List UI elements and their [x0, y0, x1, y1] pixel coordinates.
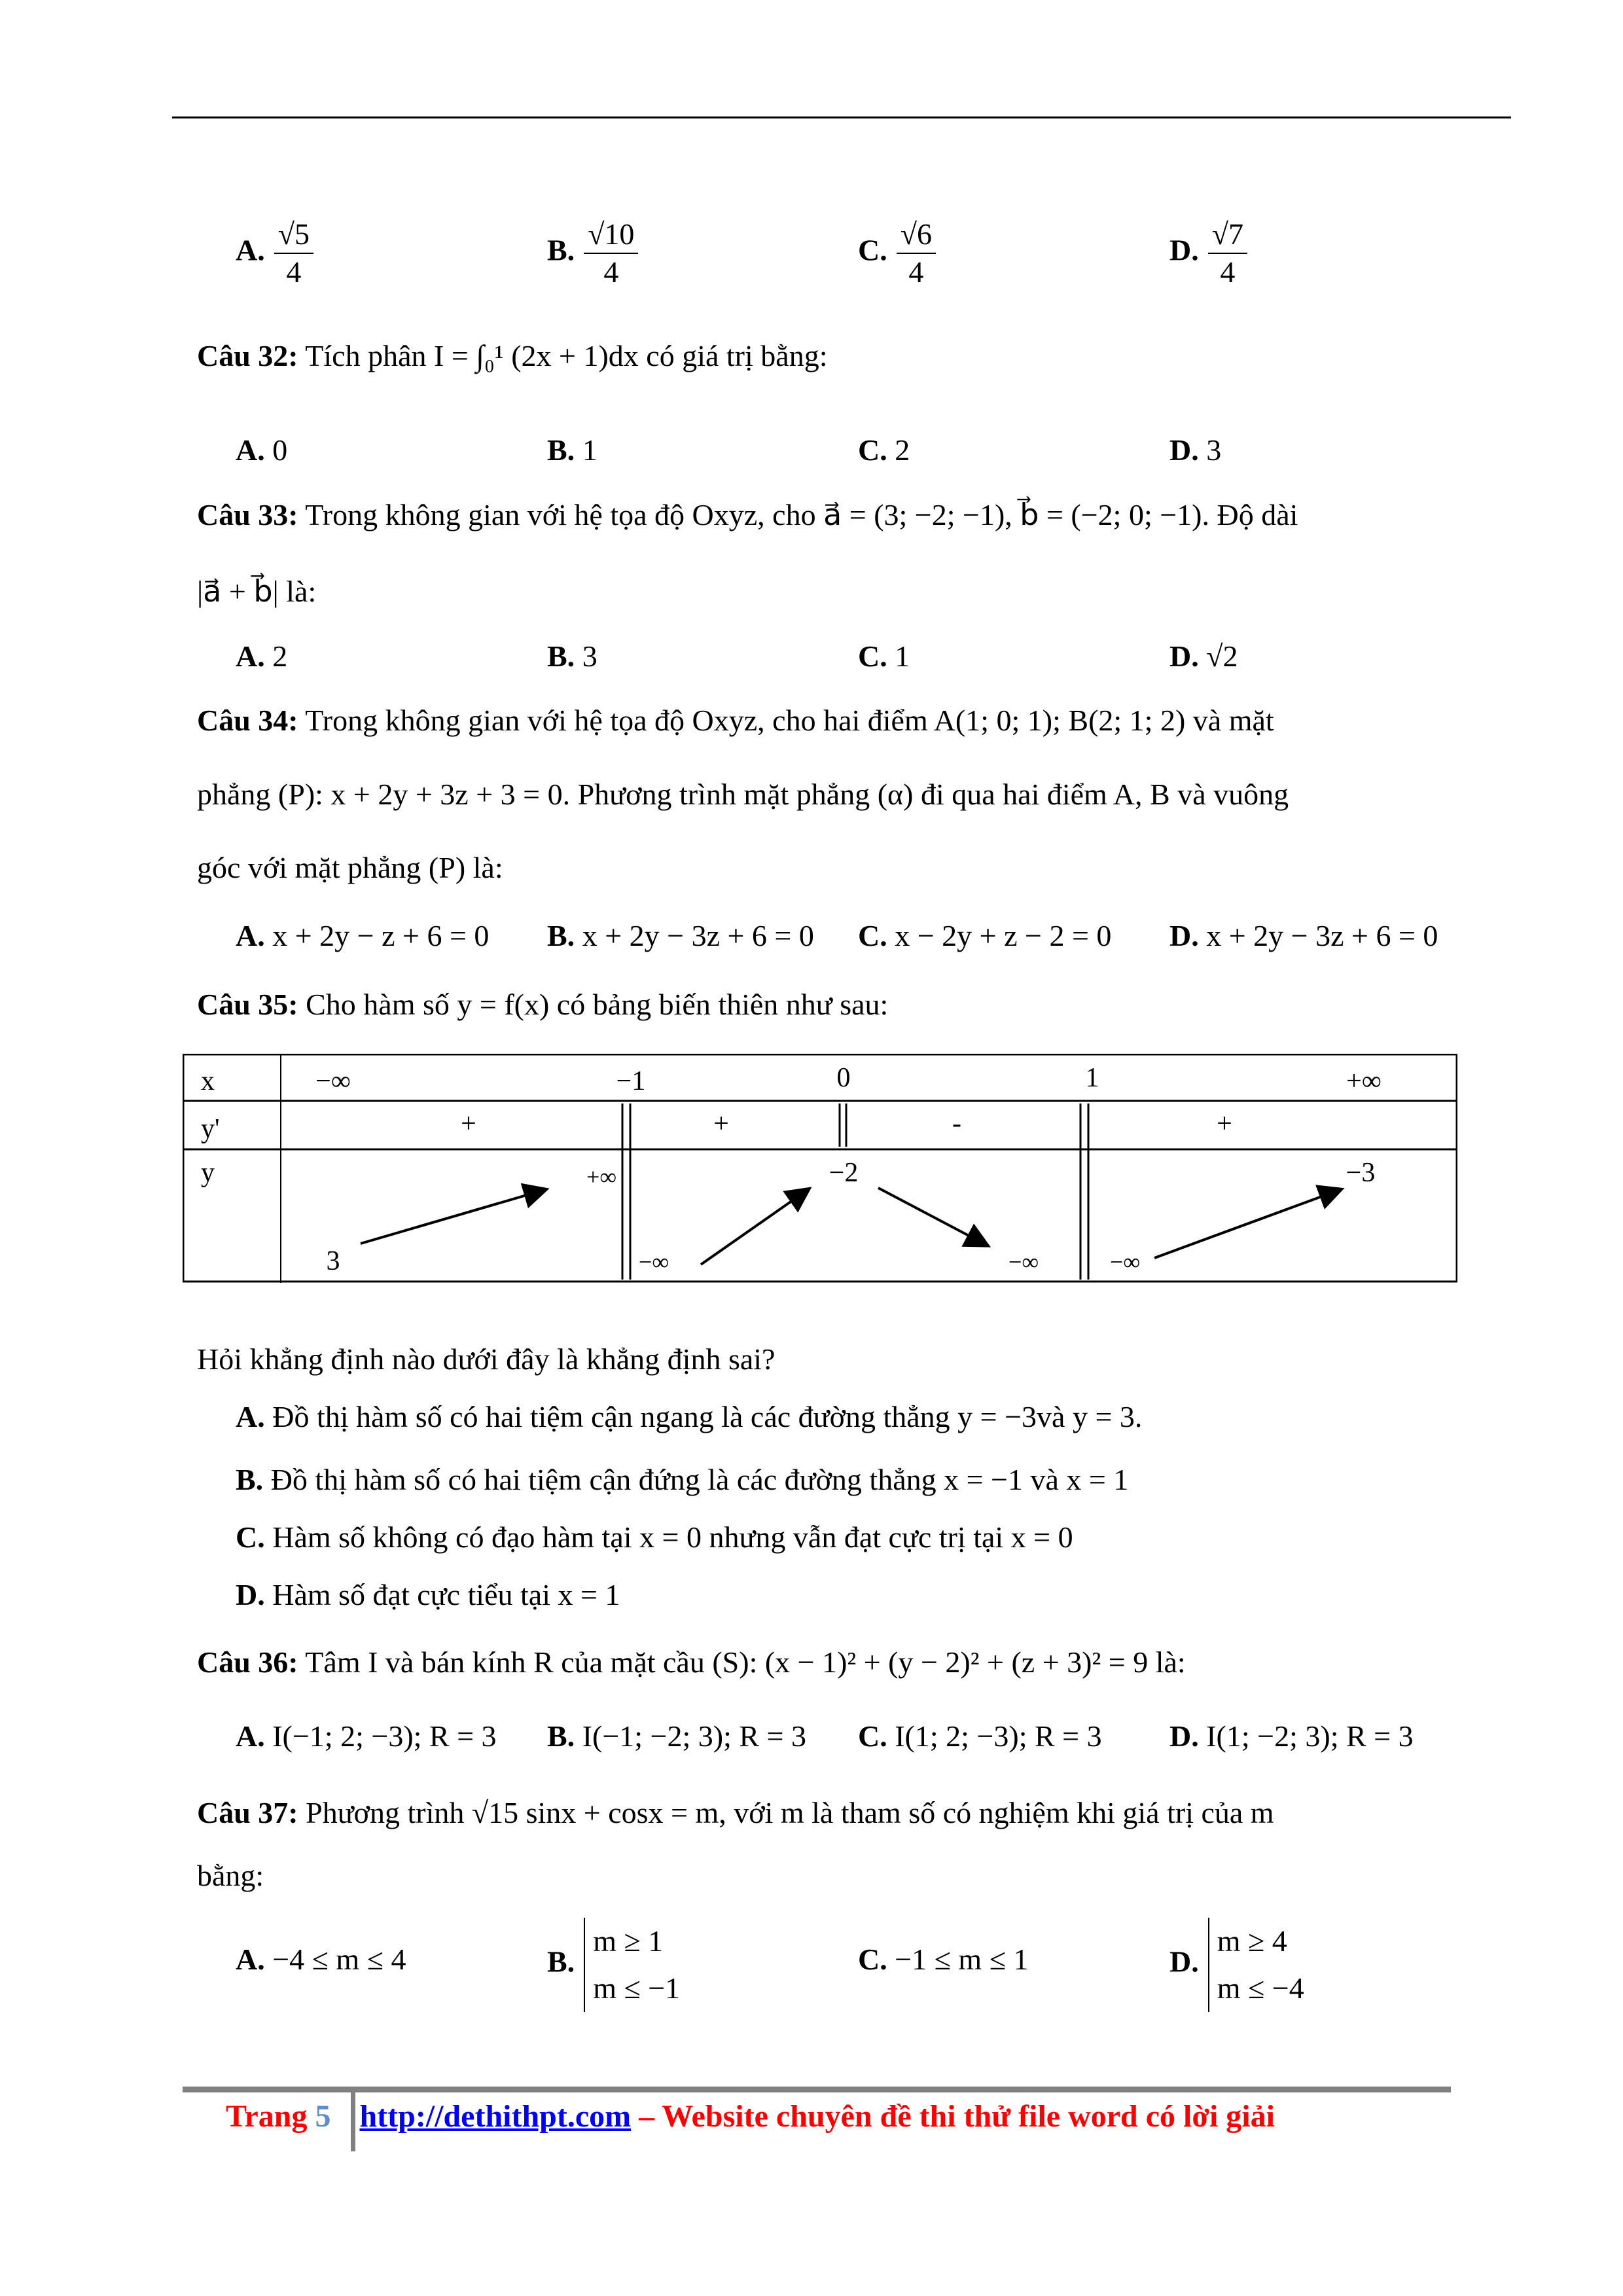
y-value: 3 [326, 1246, 340, 1276]
denominator: 4 [603, 255, 619, 289]
option-label: A. [236, 639, 265, 673]
numerator: √7 [1208, 216, 1247, 254]
footer [226, 2098, 1275, 2134]
option-label: C. [858, 433, 887, 467]
option-text: 3 [1206, 433, 1222, 467]
double-bar-x-0 [840, 1103, 846, 1147]
q31-option-d [1169, 216, 1247, 291]
numerator: √10 [584, 216, 638, 254]
bracket-system [584, 1918, 680, 2012]
option-text: 3 [582, 639, 597, 673]
option-text: 2 [895, 433, 910, 467]
q35-question: Hỏi khẳng định nào dưới đây là khẳng định sai? [197, 1342, 776, 1376]
q32-option-d [1169, 432, 1221, 469]
decreasing-arrow [878, 1188, 986, 1245]
sign: + [461, 1109, 476, 1139]
numerator: √6 [897, 216, 936, 254]
q33-option-a [236, 638, 287, 675]
bracket-system [1208, 1918, 1304, 2012]
q32-option-b [547, 432, 597, 469]
double-bar-x-minus1 [622, 1103, 630, 1280]
q34-option-a [236, 918, 489, 954]
q35-option-d [236, 1577, 620, 1613]
option-text: I(1; 2; −3); R = 3 [895, 1719, 1102, 1753]
q34-option-b [547, 918, 814, 954]
option-text: x + 2y − z + 6 = 0 [272, 919, 490, 952]
double-bar-x-1 [1080, 1103, 1088, 1280]
option-text: x − 2y + z − 2 = 0 [895, 919, 1112, 952]
sign: + [1217, 1109, 1232, 1139]
option-label: B. [547, 919, 575, 952]
table-border [183, 1054, 1457, 1282]
option-label: B. [547, 233, 575, 267]
q34-option-d [1169, 918, 1438, 954]
option-text: I(−1; −2; 3); R = 3 [582, 1719, 806, 1753]
q36-option-d [1169, 1718, 1414, 1755]
q31-option-a [236, 216, 313, 291]
q34-stem [197, 702, 1274, 739]
q35-option-a [236, 1399, 1142, 1435]
increasing-arrow [1154, 1190, 1340, 1258]
increasing-arrow [361, 1190, 544, 1244]
option-label: B. [547, 1719, 575, 1753]
q33-option-d [1169, 638, 1238, 675]
question-text: Cho hàm số y = f(x) có bảng biến thiên như sau: [306, 988, 889, 1021]
question-text: Tích phân I = ∫₀¹ (2x + 1)dx có giá trị bằng: [305, 339, 828, 372]
q32-stem [197, 338, 827, 374]
option-text: I(−1; 2; −3); R = 3 [272, 1719, 497, 1753]
option-text: √2 [1206, 639, 1238, 673]
y-value: −2 [829, 1158, 859, 1188]
footer-page-label: Trang [226, 2099, 308, 2134]
numerator: √5 [274, 216, 313, 254]
option-label: D. [1169, 1945, 1199, 1979]
q36-option-b [547, 1718, 806, 1755]
option-label: D. [1169, 919, 1199, 952]
question-text: Trong không gian với hệ tọa độ Oxyz, cho hai điểm A(1; 0; 1); B(2; 1; 2) và mặt [305, 704, 1274, 737]
q36-option-a [236, 1718, 497, 1755]
option-label: D. [1169, 433, 1199, 467]
option-label: A. [236, 1719, 265, 1753]
footer-page-number: 5 [315, 2099, 331, 2134]
option-label: D. [1169, 1719, 1199, 1753]
question-text-cont: phẳng (P): x + 2y + 3z + 3 = 0. Phương trình mặt phẳng (α) đi qua hai điểm A, B và vuông [197, 778, 1289, 811]
q36-stem [197, 1644, 1186, 1681]
q31-option-c [858, 216, 936, 291]
option-text: −4 ≤ m ≤ 4 [272, 1943, 406, 1976]
increasing-arrow [701, 1190, 808, 1265]
q33-stem [197, 497, 1298, 533]
option-label: D. [1169, 639, 1199, 673]
q36-option-c [858, 1718, 1102, 1755]
sign: + [713, 1109, 729, 1139]
fraction [897, 216, 936, 291]
option-label: C. [858, 639, 887, 673]
option-label: D. [236, 1578, 265, 1611]
q33-option-c [858, 638, 910, 675]
q35-stem [197, 986, 888, 1023]
option-label: B. [547, 433, 575, 467]
y-value: +∞ [586, 1164, 616, 1190]
q33-option-b [547, 638, 597, 675]
option-label: D. [1169, 233, 1199, 267]
q34-option-c [858, 918, 1111, 954]
option-text: Đồ thị hàm số có hai tiệm cận đứng là các đường thẳng x = −1 và x = 1 [270, 1463, 1129, 1496]
option-label: B. [547, 639, 575, 673]
option-text: x + 2y − 3z + 6 = 0 [1206, 919, 1438, 952]
x-value: 0 [836, 1063, 851, 1093]
condition: m ≤ −4 [1217, 1971, 1304, 2005]
q31-option-b [547, 216, 638, 291]
question-label: Câu 35: [197, 988, 298, 1021]
option-label: A. [236, 1943, 265, 1976]
q37-option-b [547, 1918, 680, 2012]
denominator: 4 [286, 255, 302, 289]
option-text: 2 [272, 639, 288, 673]
option-text: −1 ≤ m ≤ 1 [895, 1943, 1029, 1976]
condition: m ≥ 1 [593, 1924, 664, 1958]
condition: m ≥ 4 [1217, 1924, 1287, 1958]
option-label: A. [236, 919, 265, 952]
x-value: 1 [1085, 1063, 1099, 1093]
x-value: −1 [616, 1066, 646, 1096]
q37-stem [197, 1795, 1274, 1831]
question-text: Trong không gian với hệ tọa độ Oxyz, cho a⃗ = (3; −2; −1), b⃗ = (−2; 0; −1). Độ dài [305, 498, 1298, 531]
y-value: −∞ [1110, 1249, 1140, 1275]
q37-option-c [858, 1941, 1028, 1978]
question-text: Phương trình √15 sinx + cosx = m, với m là tham số có nghiệm khi giá trị của m [306, 1796, 1274, 1829]
option-label: C. [858, 233, 887, 267]
question-text-cont: bằng: [197, 1859, 264, 1892]
question-text-cont: góc với mặt phẳng (P) là: [197, 851, 503, 884]
question-label: Câu 32: [197, 339, 298, 372]
q32-option-c [858, 432, 910, 469]
row-label-x: x [201, 1066, 215, 1096]
option-text: I(1; −2; 3); R = 3 [1206, 1719, 1414, 1753]
denominator: 4 [1220, 255, 1236, 289]
y-value: −∞ [639, 1249, 669, 1275]
condition: m ≤ −1 [593, 1971, 681, 2005]
footer-link[interactable]: http://dethithpt.com [359, 2099, 632, 2134]
option-label: C. [236, 1520, 265, 1554]
option-label: A. [236, 1400, 265, 1433]
fraction [1208, 216, 1247, 291]
option-text: 1 [582, 433, 597, 467]
option-label: B. [236, 1463, 264, 1496]
option-text: 0 [272, 433, 288, 467]
question-text-cont: |a⃗ + b⃗| là: [197, 575, 317, 608]
option-text: x + 2y − 3z + 6 = 0 [582, 919, 814, 952]
q37-option-d [1169, 1918, 1304, 2012]
header-rule [172, 117, 1511, 118]
q35-option-b [236, 1462, 1128, 1498]
sign: - [952, 1109, 961, 1139]
question-label: Câu 33: [197, 498, 298, 531]
option-text: Đồ thị hàm số có hai tiệm cận ngang là các đường thẳng y = −3và y = 3. [272, 1400, 1143, 1433]
denominator: 4 [908, 255, 924, 289]
fraction [274, 216, 313, 291]
option-label: B. [547, 1945, 575, 1979]
question-label: Câu 37: [197, 1796, 298, 1829]
question-text: Tâm I và bán kính R của mặt cầu (S): (x − 1)² + (y − 2)² + (z + 3)² = 9 là: [305, 1645, 1186, 1679]
footer-rule [183, 2087, 1451, 2092]
variation-table [183, 1054, 1457, 1283]
row-label-yprime: y' [201, 1114, 220, 1144]
y-value: −∞ [1008, 1249, 1039, 1275]
option-label: C. [858, 919, 887, 952]
question-label: Câu 36: [197, 1645, 298, 1679]
footer-tagline: – Website chuyên đề thi thử file word có lời giải [631, 2099, 1275, 2134]
q32-option-a [236, 432, 287, 469]
q37-option-a [236, 1941, 406, 1978]
q35-option-c [236, 1519, 1073, 1556]
fraction [584, 216, 638, 291]
x-value: −∞ [315, 1066, 351, 1096]
x-value: +∞ [1346, 1066, 1382, 1096]
row-label-y: y [201, 1158, 215, 1188]
option-text: 1 [895, 639, 910, 673]
question-label: Câu 34: [197, 704, 298, 737]
option-label: C. [858, 1943, 887, 1976]
y-value: −3 [1346, 1158, 1376, 1188]
option-label: C. [858, 1719, 887, 1753]
option-text: Hàm số không có đạo hàm tại x = 0 nhưng vẫn đạt cực trị tại x = 0 [272, 1520, 1073, 1554]
option-text: Hàm số đạt cực tiểu tại x = 1 [272, 1578, 620, 1611]
option-label: A. [236, 233, 265, 267]
option-label: A. [236, 433, 265, 467]
